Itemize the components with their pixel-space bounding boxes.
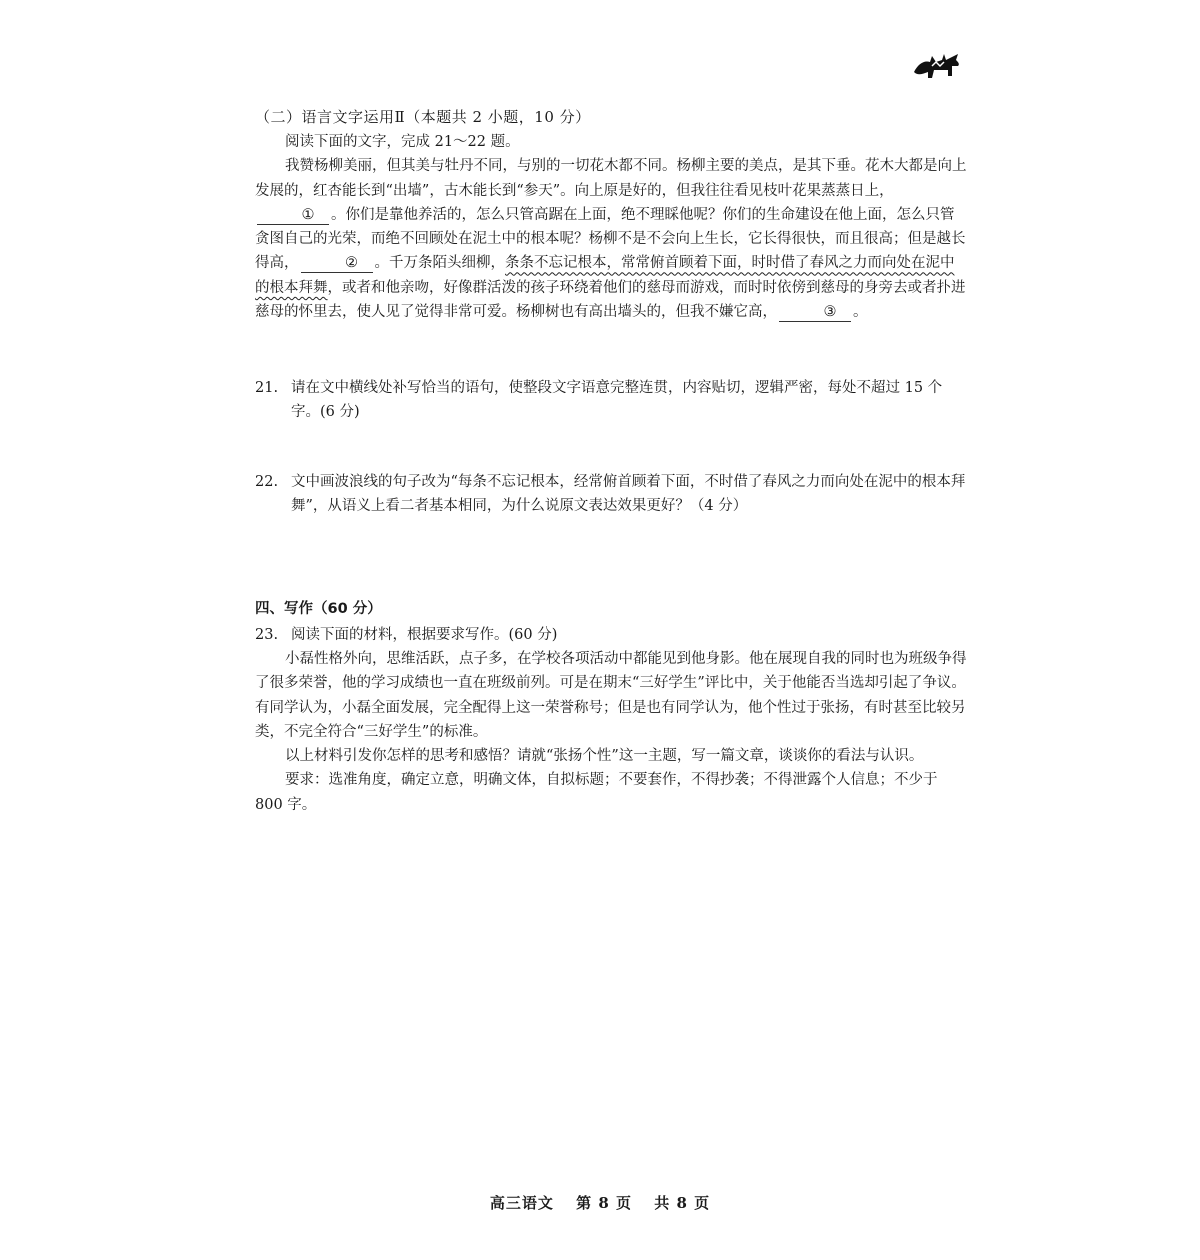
passage-text-2: 。你们是靠他养活的，怎么只管高踞在上面，绝不理睬他呢？你们的生命建设在他上面，怎么只管贪图自己的光荣，而绝不回顾处在泥土中的根本呢？杨柳不是不会向上生长，它长得很快，而且很高；但是越长得高， [255,206,966,272]
page-footer [0,1192,1200,1213]
passage-body [255,154,967,324]
section-heading: （二）语言文字运用Ⅱ（本题共 2 小题，10 分） [255,108,591,126]
footer-total-pages: 共 8 页 [654,1194,711,1212]
question-number: 23. [255,627,279,643]
passage-text-5: 。 [853,304,868,321]
material-text: 小磊性格外向，思维活跃，点子多，在学校各项活动中都能见到他身影。他在展现自我的同时也为班级争得了很多荣誉，他的学习成绩也一直在班级前列。可是在期末“三好学生”评比中，关于他能否当选却引起了争议。有同学认为，小磊全面发展，完全配得上这一荣誉称号；但是也有同学认为，他个性过于张扬，有时甚至比较另类，不完全符合“三好学生”的标准。 [255,651,967,740]
bull-logo-icon [912,50,962,84]
writing-material [255,647,967,817]
question-number: 21. [255,380,279,396]
question-number: 22. [255,474,279,490]
blank-3: ③ [779,303,851,322]
question-text: 阅读下面的材料，根据要求写作。(60 分) [291,627,558,643]
blank-2: ② [301,254,373,273]
section-heading: 四、写作（60 分） [255,601,382,617]
passage-text-1: 我赞杨柳美丽，但其美与牡丹不同，与别的一切花木都不同。杨柳主要的美点，是其下垂。花木大都是向上发展的，红杏能长到“出墙”，古木能长到“参天”。向上原是好的，但我往往看见枝叶花果蒸蒸日上， [255,158,967,199]
footer-page-number: 第 8 页 [576,1194,632,1212]
question-21 [255,376,967,425]
writing-prompt: 以上材料引发你怎样的思考和感悟？请就“张扬个性”这一主题，写一篇文章，谈谈你的看法与认识。 [285,748,924,765]
question-23 [255,623,967,647]
blank-1: ① [257,206,329,225]
passage-text-3: 。千万条陌头细柳， [374,255,505,272]
footer-subject: 高三语文 [489,1194,554,1212]
wavy-underlined-sentence: 条条不忘记根本，常常俯首顾着下面，时时借了春风之力而向处在泥中的根本拜舞 [255,255,955,296]
instruction: 阅读下面的文字，完成 21～22 题。 [285,134,520,150]
question-text: 请在文中横线处补写恰当的语句，使整段文字语意完整连贯，内容贴切，逻辑严密，每处不超过 15 个字。(6 分) [291,380,943,421]
reading-passage [255,130,967,324]
question-22 [255,470,967,519]
passage-text-4: ，或者和他亲吻，好像群活泼的孩子环绕着他们的慈母而游戏，而时时依傍到慈母的身旁去或者扑进慈母的怀里去，使人见了觉得非常可爱。杨柳树也有高出墙头的，但我不嫌它高， [255,279,966,321]
question-text: 文中画波浪线的句子改为“每条不忘记根本，经常俯首顾着下面，不时借了春风之力而向处在泥中的根本拜舞”，从语义上看二者基本相同，为什么说原文表达效果更好？（4 分） [291,474,966,515]
writing-requirements: 要求：选准角度，确定立意，明确文体，自拟标题；不要套作，不得抄袭；不得泄露个人信息；不少于 800 字。 [255,772,938,813]
